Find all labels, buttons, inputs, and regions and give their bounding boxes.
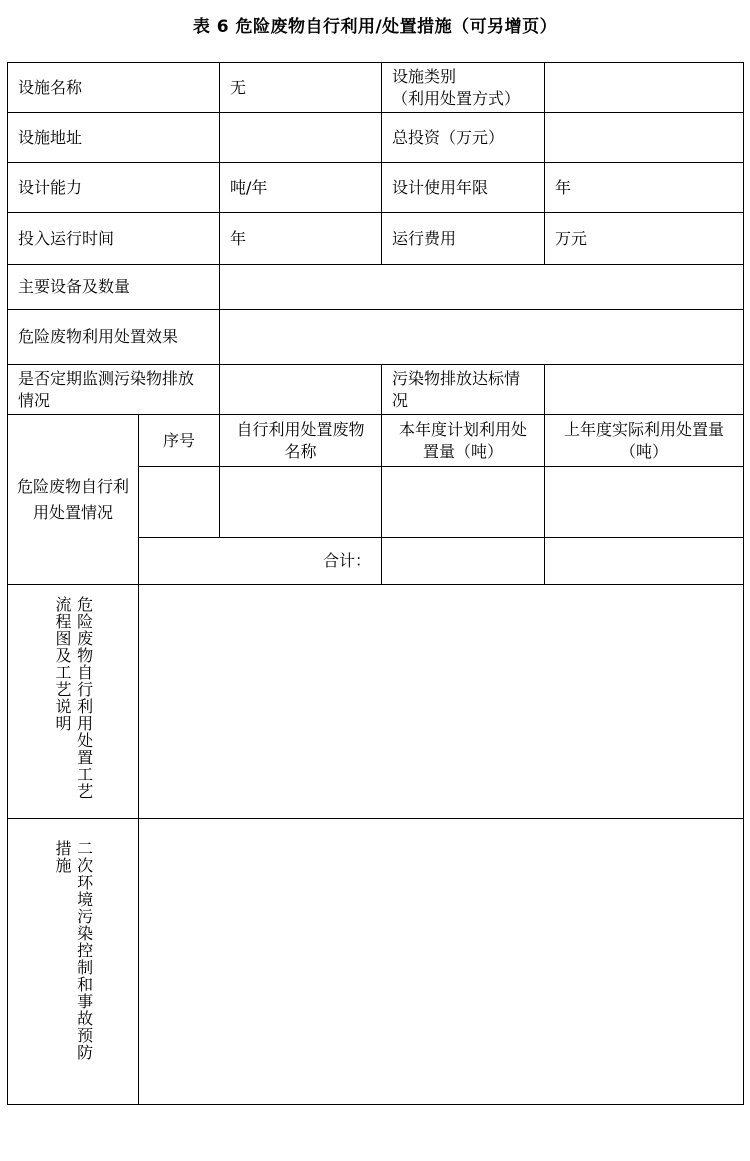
seq-cell[interactable] [139, 467, 220, 538]
total-label: 合计： [139, 538, 382, 585]
start-time-label: 投入运行时间 [8, 213, 220, 265]
effect-label: 危险废物利用处置效果 [8, 310, 220, 365]
plan-amount-cell[interactable] [382, 467, 545, 538]
disposal-measures-table [7, 62, 744, 1105]
effect-value[interactable] [220, 310, 744, 365]
process-label: 危险废物自行利用处置工艺流程图及工艺说明 [53, 595, 94, 800]
facility-type-label: 设施类别 （利用处置方式） [382, 63, 545, 113]
facility-name-label: 设施名称 [8, 63, 220, 113]
total-last-year-cell[interactable] [545, 538, 744, 585]
header-waste-name: 自行利用处置废物名称 [220, 415, 382, 467]
operating-cost-value[interactable]: 万元 [545, 213, 744, 265]
process-content[interactable] [139, 585, 744, 819]
header-last-year-amount: 上年度实际利用处置量（吨） [545, 415, 744, 467]
total-plan-cell[interactable] [382, 538, 545, 585]
design-life-label: 设计使用年限 [382, 163, 545, 213]
monitoring-value[interactable] [220, 365, 382, 415]
facility-type-value[interactable] [545, 63, 744, 113]
monitoring-label: 是否定期监测污染物排放情况 [8, 365, 220, 415]
total-investment-label: 总投资（万元） [382, 113, 545, 163]
facility-name-value[interactable]: 无 [220, 63, 382, 113]
header-seq: 序号 [139, 415, 220, 467]
emission-standard-label: 污染物排放达标情况 [382, 365, 545, 415]
table-title: 表 6 危险废物自行利用/处置措施（可另增页） [192, 17, 558, 37]
facility-address-label: 设施地址 [8, 113, 220, 163]
waste-name-cell[interactable] [220, 467, 382, 538]
disposal-section-label: 危险废物自行利用处置情况 [8, 415, 139, 585]
design-life-value[interactable]: 年 [545, 163, 744, 213]
secondary-label: 二次环境污染控制和事故预防措施 [53, 840, 94, 1061]
total-investment-value[interactable] [545, 113, 744, 163]
start-time-value[interactable]: 年 [220, 213, 382, 265]
secondary-label-cell [8, 819, 139, 1105]
process-label-cell [8, 585, 139, 819]
header-plan-amount: 本年度计划利用处置量（吨） [382, 415, 545, 467]
emission-standard-value[interactable] [545, 365, 744, 415]
main-equipment-value[interactable] [220, 265, 744, 310]
main-equipment-label: 主要设备及数量 [8, 265, 220, 310]
design-capacity-label: 设计能力 [8, 163, 220, 213]
facility-address-value[interactable] [220, 113, 382, 163]
operating-cost-label: 运行费用 [382, 213, 545, 265]
secondary-content[interactable] [139, 819, 744, 1105]
last-year-amount-cell[interactable] [545, 467, 744, 538]
design-capacity-value[interactable]: 吨/年 [220, 163, 382, 213]
